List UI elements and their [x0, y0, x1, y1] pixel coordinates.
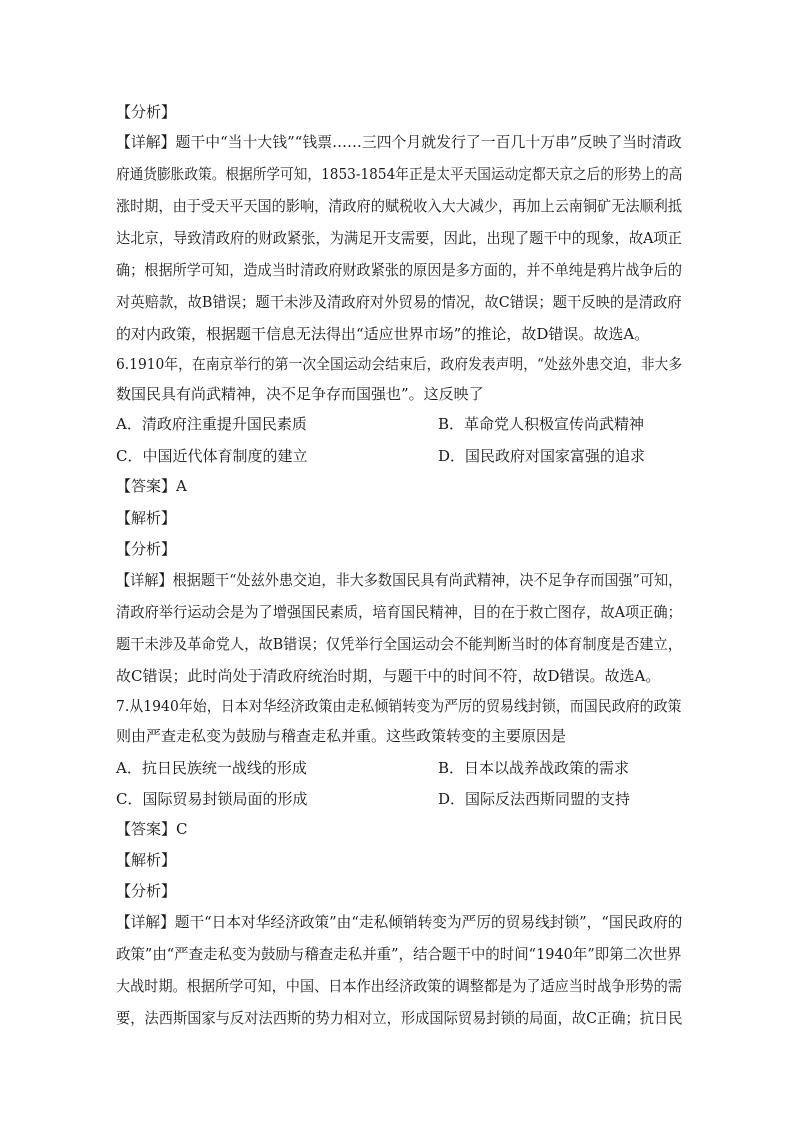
- paragraph-line: 府通货膨胀政策。根据所学可知，1853-1854年正是太平天国运动定都天京之后的形势上的高: [116, 165, 683, 183]
- paragraph-line: 政策”由“严查走私变为鼓励与稽查走私并重”，结合题干中的时间“1940年”即第二次世界: [116, 945, 682, 963]
- paragraph-line: 【详解】题干“日本对华经济政策”由“走私倾销转变为严厉的贸易线封锁”，“国民政府的: [116, 913, 683, 931]
- paragraph-line: 要，法西斯国家与反对法西斯的势力相对立，形成国际贸易封锁的局面，故C正确；抗日民: [116, 1009, 683, 1027]
- q7-option-c: C．国际贸易封锁局面的形成: [116, 790, 308, 808]
- answer-label: 【答案】A: [116, 477, 187, 495]
- section-heading-analysis: 【分析】: [116, 103, 177, 121]
- q6-option-c: C．中国近代体育制度的建立: [116, 447, 308, 465]
- paragraph-line: 清政府举行运动会是为了增强国民素质，培育国民精神，目的在于救亡图存，故A项正确；: [116, 603, 682, 621]
- paragraph-line: 故C错误；此时尚处于清政府统治时期，与题干中的时间不符，故D错误。故选A。: [116, 667, 661, 685]
- paragraph-line: 达北京，导致清政府的财政紧张，为满足开支需要，因此，出现了题干中的现象，故A项正: [116, 229, 682, 247]
- question-6-stem: 6.1910年，在南京举行的第一次全国运动会结束后，政府发表声明，“处兹外患交迫，非大多: [116, 355, 683, 373]
- section-heading-explanation: 【解析】: [116, 851, 177, 869]
- question-6-stem: 数国民具有尚武精神，决不足争存而国强也”。这反映了: [116, 385, 484, 403]
- paragraph-line: 确；根据所学可知，造成当时清政府财政紧张的原因是多方面的，并不单纯是鸦片战争后的: [116, 261, 682, 279]
- paragraph-line: 涨时期，由于受天平天国的影响，清政府的赋税收入大大减少，再加上云南铜矿无法顺利抵: [116, 197, 682, 215]
- section-heading-analysis: 【分析】: [116, 540, 177, 558]
- q6-option-b: B．革命党人积极宣传尚武精神: [438, 415, 645, 433]
- paragraph-line: 题干未涉及革命党人，故B错误；仅凭举行全国运动会不能判断当时的体育制度是否建立，: [116, 635, 683, 653]
- paragraph-line: 【详解】根据题干“处兹外患交迫，非大多数国民具有尚武精神，决不足争存而国强”可知，: [116, 571, 683, 589]
- question-7-stem: 则由严查走私变为鼓励与稽查走私并重。这些政策转变的主要原因是: [116, 727, 567, 745]
- answer-label: 【答案】C: [116, 820, 188, 838]
- paragraph-line: 【详解】题干中“当十大钱”“钱票……三四个月就发行了一百几十万串”反映了当时清政: [116, 133, 682, 151]
- q6-option-a: A．清政府注重提升国民素质: [116, 415, 307, 433]
- paragraph-line: 对英赔款，故B错误；题干未涉及清政府对外贸易的情况，故C错误；题干反映的是清政府: [116, 293, 682, 311]
- section-heading-explanation: 【解析】: [116, 509, 177, 527]
- paragraph-line: 大战时期。根据所学可知，中国、日本作出经济政策的调整都是为了适应当时战争形势的需: [116, 977, 682, 995]
- q7-option-a: A．抗日民族统一战线的形成: [116, 759, 307, 777]
- question-7-stem: 7.从1940年始，日本对华经济政策由走私倾销转变为严厉的贸易线封锁，而国民政府的政策: [116, 697, 682, 715]
- paragraph-line: 的对内政策，根据题干信息无法得出“适应世界市场”的推论，故D错误。故选A。: [116, 325, 650, 343]
- q7-option-b: B．日本以战养战政策的需求: [438, 759, 630, 777]
- q7-option-d: D．国际反法西斯同盟的支持: [438, 790, 631, 808]
- section-heading-analysis: 【分析】: [116, 882, 177, 900]
- q6-option-d: D．国民政府对国家富强的追求: [438, 447, 646, 465]
